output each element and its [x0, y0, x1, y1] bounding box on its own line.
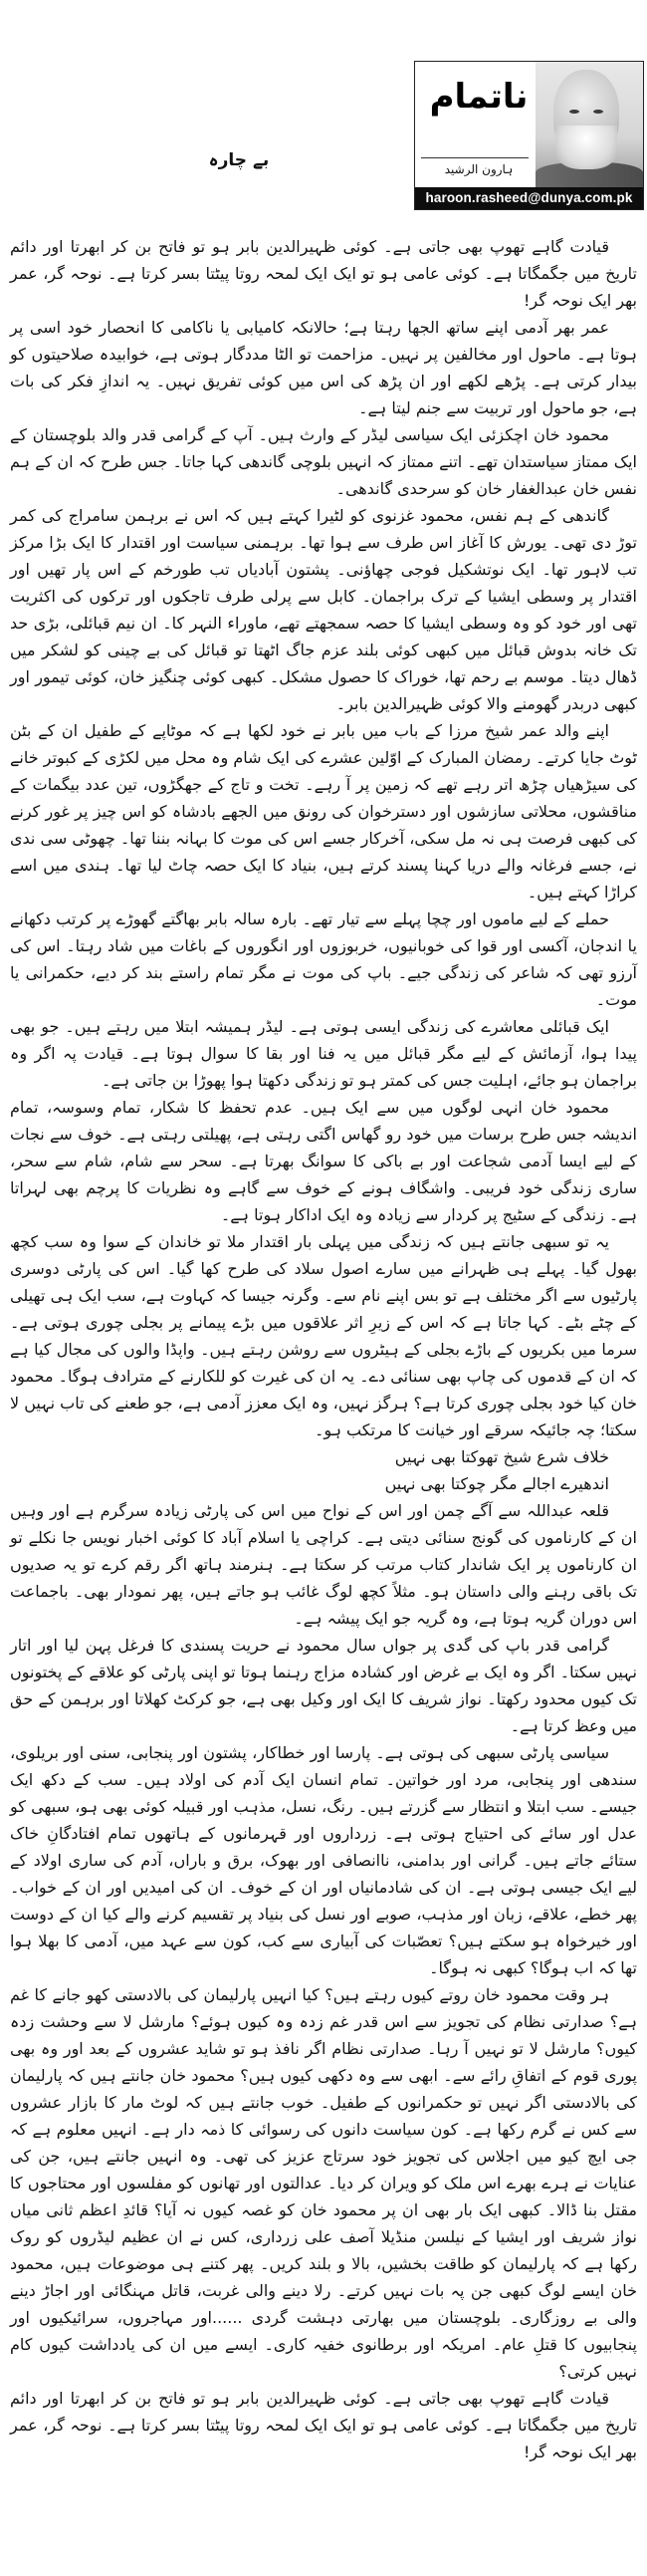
- paragraph: سیاسی پارٹی سبھی کی ہوتی ہے۔ پارسا اور خطاکار، پشتون اور پنجابی، سنی اور بریلوی، سندھی اور پنجابی، مرد اور خواتین۔ تمام انسان ایک آدم کی اولاد ہیں۔ سب کے دکھ ایک جیسے۔ سب ابتلا و انتظار سے گزرتے ہیں۔ رنگ، نسل، مذہب اور قبیلہ کوئی بھی ہو، سبھی کو عدل اور سائے کی احتیاج ہوتی ہے۔ زرداروں اور قہرمانوں کے ہاتھوں تمام افتادگانِ خاک ستائے جاتے ہیں۔ گرانی اور بدامنی، ناانصافی اور بھوک، برق و باراں، آدم کی ساری اولاد کے لیے ایک جیسی ہوتی ہے۔ ان کی شادمانیاں اور ان کے خوف۔ ان کی امیدیں اور ان کے خواب۔ پھر خطے، علاقے، زبان اور مذہب، صوبے اور نسل کی بنیاد پر تقسیم کرنے والے کیا ان کے دوست اور خیرخواہ ہو سکتے ہیں؟ تعصّبات کی آبیاری سے کب، کون سے عہد میں، آدمی کا بھلا ہوا تھا کہ اب ہوگا؟ کبھی نہ ہوگا۔: [10, 1743, 638, 1977]
- column-header: [0, 0, 647, 219]
- paragraph: گاندھی کے ہم نفس، محمود غزنوی کو لٹیرا کہتے ہیں کہ اس نے برہمن سامراج کی کمر توڑ دی تھی۔ یورش کا آغاز اس طرف سے ہوا تھا۔ برہمنی سیاست اور اقتدار کا ایک بڑا مرکز تب لاہور تھا۔ ایک نوتشکیل فوجی چھاؤنی۔ پشتون آبادیاں تب طورخم کے اس پار تھیں اور اقتدار پر وسطی ایشیا کے ترک براجمان۔ کابل سے پرلی طرف تاجکوں اور ترکوں کی اکثریت تھی اور خود کو وہ وسطی ایشیا کا حصہ سمجھتے تھے، ماوراء النہر کا۔ ان نیم قبائلی، بڑی حد تک خانہ بدوش قبائل میں کبھی کوئی بلند عزم جاگ اٹھتا تو قبائل کی بے چینی کو لشکر میں ڈھال دیتا۔ موسم بے رحم تھا، خوراک کا حصول مشکل۔ کبھی کوئی چنگیز خان، کوئی تیمور اور کبھی دربدر گھومنے والا کوئی ظہیرالدین بابر۔: [10, 506, 638, 713]
- verse-line: اندھیرے اجالے مگر چوکتا بھی نہیں: [384, 1474, 609, 1493]
- author-name: ہارون الرشید: [444, 162, 514, 176]
- verse-line: خلاف شرع شیخ تھوکتا بھی نہیں: [394, 1447, 609, 1466]
- article-body: [10, 233, 637, 2465]
- paragraph: یہ تو سبھی جانتے ہیں کہ زندگی میں پہلی بار اقتدار ملا تو خاندان کے سوا وہ سب کچھ بھول گیا۔ پہلے ہی ظہرانے میں سارے اصول سلاد کی طرح کھا گیا۔ اس کی پارٹی دوسری پارٹیوں سے اگر مختلف ہے تو بس اپنے نام سے۔ وگرنہ جیسا کہ کہاوت ہے، سب ایک ہی تھیلی کے چٹے بٹے۔ کہا جاتا ہے کہ اس کے زیرِ اثر علاقوں میں بڑے پیمانے پر بجلی چوری ہوتی ہے۔ سرما میں بکریوں کے باڑے بجلی کے ہیٹروں سے روشن رہتے ہیں۔ واپڈا والوں کی مجال کیا ہے کہ ان کے قدموں کی چاپ بھی سنائی دے۔ یہ ان کی غیرت کو للکارنے کے مترادف ہوگا۔ محمود خان کیا خود بجلی چوری کرتا ہے؟ ہرگز نہیں، وہ ایک معزز آدمی ہے، جو طعنے کی تاب نہیں لا سکتا؛ چہ جائیکہ سرقے اور خیانت کا مرتکب ہو۔: [10, 1232, 637, 1439]
- author-portrait: [536, 62, 643, 188]
- paragraph: ہر وقت محمود خان روتے کیوں رہتے ہیں؟ کیا انہیں پارلیمان کی بالادستی کھو جانے کا غم ہے؟ صدارتی نظام کی تجویز سے اس قدر غم زدہ وہ کیوں ہوئے؟ مارشل لا سے وحشت زدہ کیوں؟ مارشل لا تو نہیں آ رہا۔ صدارتی نظام اگر نافذ ہو تو شاید عشروں کے بعد اور وہ بھی پوری قوم کے اتفاقِ رائے سے۔ ابھی سے وہ دکھی کیوں ہیں؟ محمود خان جانتے ہیں کہ پارلیمان کی بالادستی اگر نہیں تو حکمرانوں کے طفیل۔ خوب جانتے ہیں کہ لوٹ مار کا بازار عشروں سے کس نے گرم رکھا ہے۔ کون سیاست دانوں کی رسوائی کا ذمہ دار ہے۔ انہیں معلوم ہے کہ جی ایچ کیو میں اجلاس کی تجویز خود سرتاج عزیز کی تھی۔ وہ انہیں جانتے ہیں، جن کی عنایات نے ہرے بھرے اس ملک کو ویران کر دیا۔ عدالتوں اور تھانوں کو مفلسوں اور محتاجوں کا مقتل بنا ڈالا۔ کبھی ایک بار بھی ان پر محمود خان کو غصہ کیوں نہ آیا؟ قائدِ اعظم ثانی میاں نواز شریف اور ایشیا کے نیلسن منڈیلا آصف علی زرداری، کس نے ان عظیم لیڈروں کو روک رکھا ہے کہ پارلیمان کو طاقت بخشیں، بالا و بلند کریں۔ پھر کتنے ہی موضوعات ہیں، محمود خان ایسے لوگ کبھی جن پہ بات نہیں کرتے۔ رلا دینے والی غربت، قاتل مہنگائی اور اجاڑ دینے والی بے روزگاری۔ بلوچستان میں بھارتی دہشت گردی ......اور مہاجروں، سرائیکیوں اور پنجابیوں کا قتلِ عام۔ امریکہ اور برطانوی خفیہ کاری۔ ایسے میں ان کی یادداشت کیوں کام نہیں کرتی؟: [10, 1985, 637, 2381]
- paragraph: عمر بھر آدمی اپنے ساتھ الجھا رہتا ہے؛ حالانکہ کامیابی یا ناکامی کا انحصار خود اسی پر ہوتا ہے۔ ماحول اور مخالفین پر نہیں۔ مزاحمت تو الٹا مددگار ہوتی ہے، خوابیدہ صلاحیتوں کو بیدار کرتی ہے۔ پڑھے لکھے اور ان پڑھ کی اس میں کوئی تفریق نہیں۔ یہ اندازِ فکر کی بات ہے، جو ماحول اور تربیت سے جنم لیتا ہے۔: [10, 318, 637, 417]
- article-headline: بے چارہ: [208, 150, 270, 170]
- portrait-eye-right: [593, 110, 603, 114]
- title-divider: [421, 157, 529, 158]
- paragraph: ایک قبائلی معاشرے کی زندگی ایسی ہوتی ہے۔ لیڈر ہمیشہ ابتلا میں رہتے ہیں۔ جو بھی پیدا ہوا، آزمائش کے لیے مگر قبائل میں یہ فنا اور بقا کا سوال ہوتا ہے۔ قیادت پہ اگر وہ براجمان ہو جائے، اہلیت جس کی کمتر ہو تو زندگی دکھتا ہوا پھوڑا بن جاتی ہے۔: [10, 1017, 637, 1090]
- paragraph: قلعہ عبداللہ سے آگے چمن اور اس کے نواح میں اس کی پارٹی زیادہ سرگرم ہے اور وہیں ان کے کارناموں کی گونج سنائی دیتی ہے۔ کراچی یا اسلام آباد کا کوئی اخبار نویس جا نکلے تو ان کارناموں پر ایک شاندار کتاب مرتب کر سکتا ہے۔ ہنرمند ہاتھ اگر رقم کرے تو یہ صدیوں تک باقی رہنے والی داستان ہو۔ مثلاً کچھ لوگ غائب ہو جاتے ہیں، پھر نمودار بھی۔ باجماعت اس دوران گریہ ہوتا ہے، وہ گریہ جو ایک پیشہ ہے۔: [10, 1501, 638, 1628]
- paragraph: قیادت گاہے تھوپ بھی جاتی ہے۔ کوئی ظہیرالدین بابر ہو تو فاتح بن کر ابھرتا اور دائم تاریخ میں جگمگاتا ہے۔ کوئی عامی ہو تو ایک ایک لمحہ روتا پیٹتا بسر کرتا ہے۔ نوحہ گر، عمر بھر ایک نوحہ گر!: [10, 237, 637, 310]
- portrait-eye-left: [569, 110, 579, 114]
- paragraph: قیادت گاہے تھوپ بھی جاتی ہے۔ کوئی ظہیرالدین بابر ہو تو فاتح بن کر ابھرتا اور دائم تاریخ میں جگمگاتا ہے۔ کوئی عامی ہو تو ایک ایک لمحہ روتا پیٹتا بسر کرتا ہے۔ نوحہ گر، عمر بھر ایک نوحہ گر!: [10, 2389, 637, 2461]
- paragraph: حملے کے لیے ماموں اور چچا پہلے سے تیار تھے۔ بارہ سالہ بابر بھاگتے گھوڑے پر کرتب دکھانے یا اندجان، آکسی اور قوا کی خوبانیوں، خربوزوں اور انگوروں کے باغات میں شاد رہتا۔ اس کی آرزو تھی کہ شاعر کی زندگی جیے۔ باپ کی موت نے مگر تمام راستے بند کر دیے، حکمرانی یا موت۔: [10, 909, 637, 1009]
- portrait-beard: [555, 126, 617, 169]
- column-masthead: [414, 61, 644, 210]
- author-email[interactable]: haroon.rasheed@dunya.com.pk: [415, 187, 643, 209]
- paragraph: محمود خان انہی لوگوں میں سے ایک ہیں۔ عدم تحفظ کا شکار، تمام وسوسہ، تمام اندیشہ جس طرح برسات میں خود رو گھاس اگتی رہتی ہے، پھیلتی رہتی ہے۔ خوف سے نجات کے لیے ایسا آدمی شجاعت اور بے باکی کا سوانگ بھرتا ہے۔ سحر سے شام، شام سے سحر، ساری زندگی خود فریبی۔ واشگاف ہونے کے خوف سے گاہے وہ نظریات کا پرچم بھی لہراتا ہے۔ زندگی کے سٹیج پر کردار سے زیادہ وہ ایک اداکار ہوتا ہے۔: [10, 1098, 637, 1224]
- paragraph: گرامی قدر باپ کی گدی پر جواں سال محمود نے حریت پسندی کا فرغل پہن لیا اور اتار نہیں سکتا۔ اگر وہ ایک بے غرض اور کشادہ مزاج رہنما ہوتا تو اپنی پارٹی کو علاقے کے پختونوں تک کیوں محدود رکھتا۔ نواز شریف کا ایک اور وکیل بھی ہے، جو کرکٹ کھلاتا اور برہمن کے حق میں وعظ کرتا ہے۔: [10, 1636, 637, 1735]
- column-title: ناتمام: [429, 77, 529, 117]
- paragraph: اپنے والد عمر شیخ مرزا کے باب میں بابر نے خود لکھا ہے کہ موٹاپے کے طفیل ان کے بٹن ٹوٹ جایا کرتے۔ رمضان المبارک کے اوّلین عشرے کی ایک شام وہ محل میں لکڑی کے کبوتر خانے کی سیڑھیاں چڑھ اتر رہے تھے کہ زمین پر آ رہے۔ تخت و تاج کے جھگڑوں، تین عدد بیگمات کے مناقشوں، محلاتی سازشوں اور دسترخوان کی رونق میں الجھے بادشاہ کو اس چیز پر غور کرنے کی کبھی فرصت ہی نہ مل سکی، آخرکار جسے اس کی موت کا بہانہ بننا تھا۔ چھوٹی سی ندی نے، جسے فرغانہ والے دریا کہنا پسند کرتے ہیں، بنیاد کا ایک حصہ چاٹ لیا تھا۔ ہندی میں اسے کراڑا کہتے ہیں۔: [10, 721, 637, 902]
- paragraph: محمود خان اچکزئی ایک سیاسی لیڈر کے وارث ہیں۔ آپ کے گرامی قدر والد بلوچستان کے ایک ممتاز سیاستدان تھے۔ اتنے ممتاز کہ انہیں بلوچی گاندھی کہا جاتا۔ جس طرح کہ ان کے ہم نفس خان عبدالغفار خان کو سرحدی گاندھی۔: [10, 425, 637, 498]
